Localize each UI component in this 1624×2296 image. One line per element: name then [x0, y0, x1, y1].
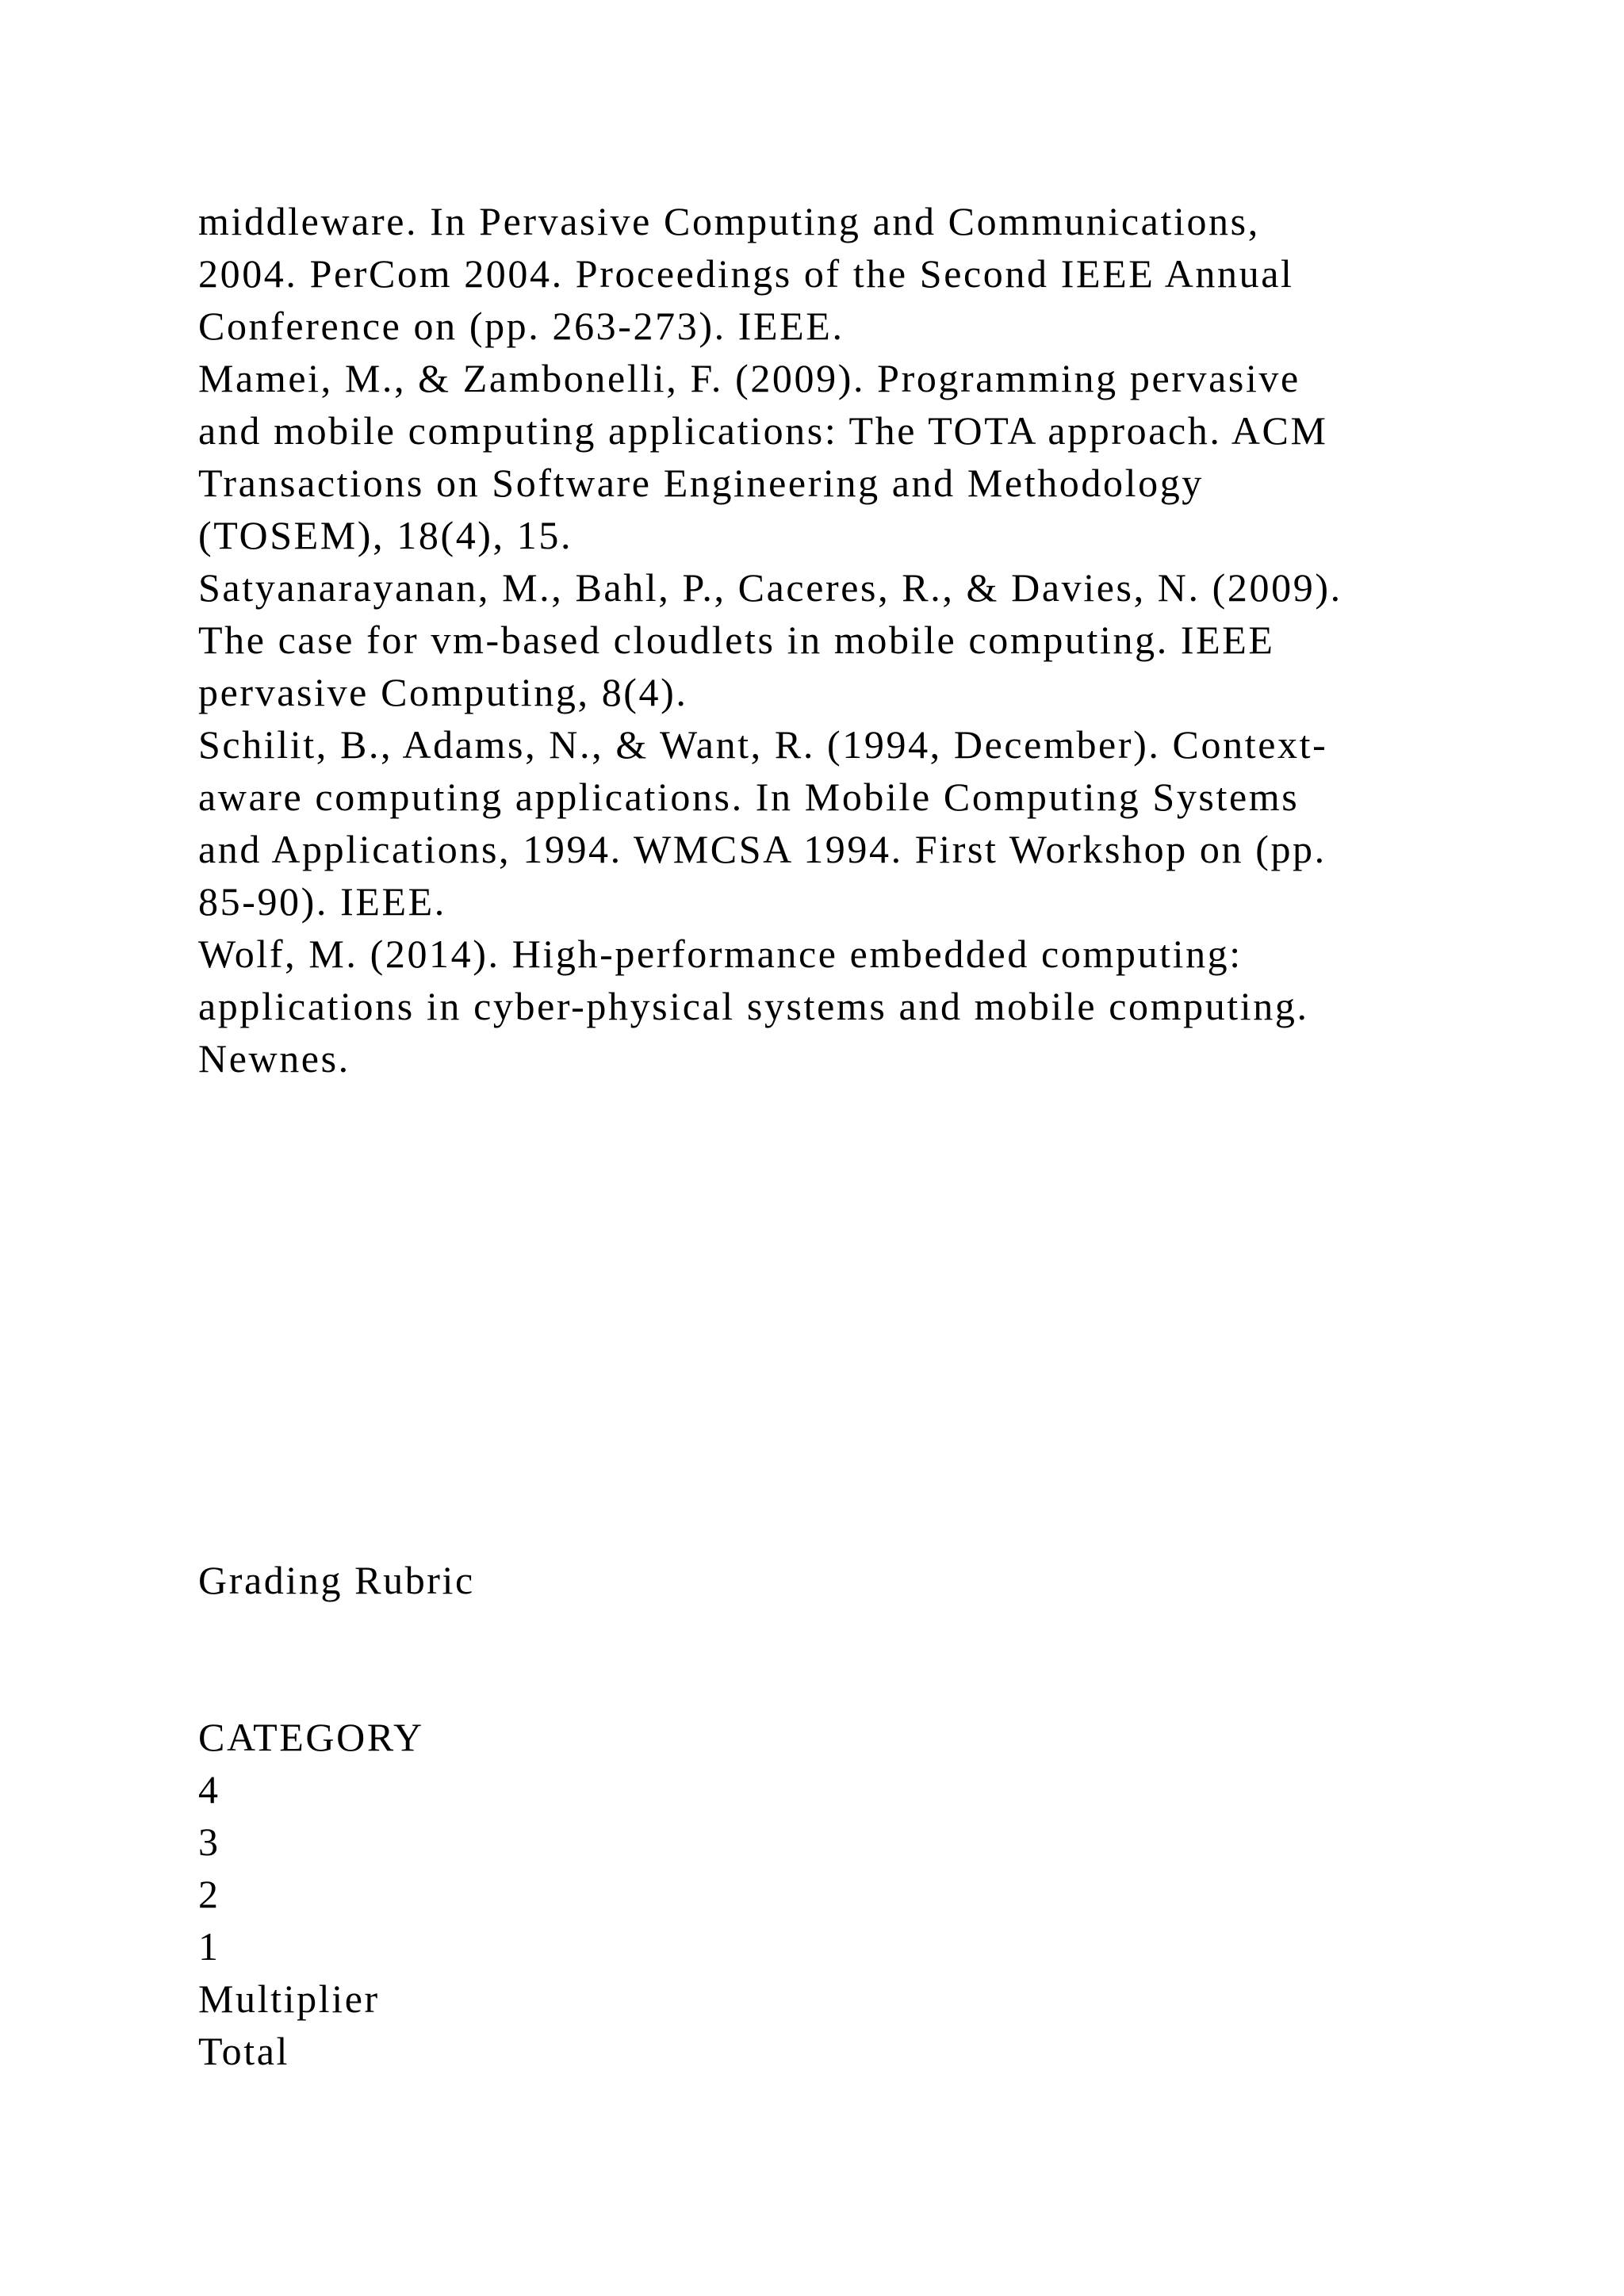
reference-line: (TOSEM), 18(4), 15. — [198, 513, 573, 557]
rubric-header-score-3: 3 — [198, 1820, 220, 1864]
rubric-header-category: CATEGORY — [198, 1715, 424, 1759]
references-list — [198, 195, 1546, 1085]
reference-line: aware computing applications. In Mobile Computing Systems — [198, 775, 1300, 819]
rubric-title: Grading Rubric — [198, 1558, 475, 1602]
rubric-header-score-2: 2 — [198, 1872, 220, 1916]
reference-line: Schilit, B., Adams, N., & Want, R. (1994, December). Context- — [198, 722, 1328, 767]
reference-line: Transactions on Software Engineering and Methodology — [198, 461, 1204, 505]
rubric-header-total: Total — [198, 2029, 290, 2073]
reference-line: 85-90). IEEE. — [198, 879, 446, 924]
reference-line: pervasive Computing, 8(4). — [198, 670, 688, 714]
rubric-header-score-4: 4 — [198, 1767, 220, 1812]
reference-line: and mobile computing applications: The TOTA approach. ACM — [198, 408, 1328, 453]
reference-line: applications in cyber-physical systems and mobile computing. — [198, 984, 1309, 1028]
reference-line: Mamei, M., & Zambonelli, F. (2009). Programming pervasive — [198, 356, 1300, 400]
reference-line: Wolf, M. (2014). High-performance embedded computing: — [198, 932, 1243, 976]
reference-line: Newnes. — [198, 1036, 350, 1081]
reference-line: Conference on (pp. 263-273). IEEE. — [198, 304, 845, 348]
reference-line: middleware. In Pervasive Computing and Communications, — [198, 199, 1260, 243]
rubric-header-multiplier: Multiplier — [198, 1976, 380, 2021]
reference-line: 2004. PerCom 2004. Proceedings of the Second IEEE Annual — [198, 251, 1294, 296]
reference-line: The case for vm-based cloudlets in mobile computing. IEEE — [198, 618, 1275, 662]
rubric-header-score-1: 1 — [198, 1924, 220, 1969]
rubric-header-list — [198, 1711, 424, 2077]
reference-line: Satyanarayanan, M., Bahl, P., Caceres, R., & Davies, N. (2009). — [198, 565, 1342, 610]
reference-line: and Applications, 1994. WMCSA 1994. First Workshop on (pp. — [198, 827, 1327, 871]
